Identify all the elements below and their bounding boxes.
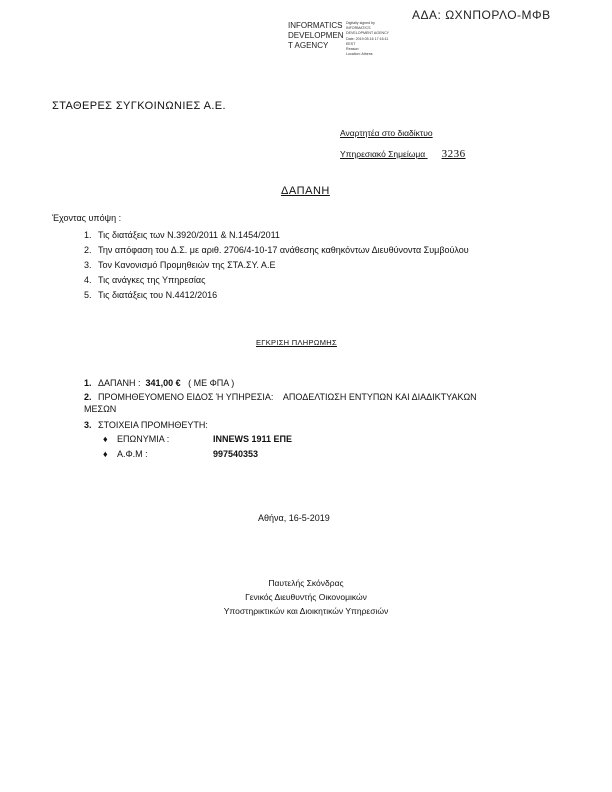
bullet-icon: ♦ (103, 434, 108, 444)
payment-item-service: 2. ΠΡΟΜΗΘΕΥΟΜΕΝΟ ΕΙΔΟΣ Ή ΥΠΗΡΕΣΙΑ: ΑΠΟΔΕΛΤΙΩΣΗ ΕΝΤΥΠΩΝ ΚΑΙ ΔΙΑΔΙΚΤΥΑΚΩΝ (84, 392, 477, 402)
list-item: 2. Την απόφαση του Δ.Σ. με αριθ. 2706/4-10-17 ανάθεσης καθηκόντων Διευθύνοντα Συμβούλου (84, 245, 469, 255)
document-date: Αθήνα, 16-5-2019 (258, 513, 330, 523)
service-value: ΑΠΟΔΕΛΤΙΩΣΗ ΕΝΤΥΠΩΝ ΚΑΙ ΔΙΑΔΙΚΤΥΑΚΩΝ (282, 392, 477, 402)
signature-block (0, 576, 612, 618)
list-item: 3. Τον Κανονισμό Προμηθειών της ΣΤΑ.ΣΥ. Α.Ε (84, 260, 276, 270)
service-label: ΠΡΟΜΗΘΕΥΟΜΕΝΟ ΕΙΔΟΣ Ή ΥΠΗΡΕΣΙΑ: (98, 392, 274, 402)
stamp-line: T AGENCY (288, 41, 329, 50)
expense-note: ( ΜΕ ΦΠΑ ) (188, 378, 235, 388)
signatory-name: Παυτελής Σκόνδρας (268, 578, 344, 588)
stamp-detail: Date: 2019.05.16 17:16:11 (346, 36, 389, 41)
list-item: 5. Τις διατάξεις του Ν.4412/2016 (84, 290, 218, 300)
payment-list (84, 376, 477, 404)
stamp-detail: Reason: (346, 47, 360, 52)
company-name: ΣΤΑΘΕΡΕΣ ΣΥΓΚΟΙΝΩΝΙΕΣ Α.Ε. (52, 100, 226, 112)
stamp-detail: Location: Athens (346, 52, 373, 57)
stamp-line: DEVELOPMEN (288, 31, 344, 40)
payment-item-supplier: 3. ΣΤΟΙΧΕΙΑ ΠΡΟΜΗΘΕΥΤΗ: (84, 420, 208, 430)
list-item-text: Την απόφαση του Δ.Σ. με αριθ. 2706/4-10-17 ανάθεσης καθηκόντων Διευθύνοντα Συμβούλου (98, 245, 469, 255)
list-item: 1. Τις διατάξεις των Ν.3920/2011 & Ν.1454/2011 (84, 230, 280, 240)
list-item-text: Τις διατάξεις του Ν.4412/2016 (98, 290, 218, 300)
supplier-vat-value: 997540353 (213, 449, 259, 459)
stamp-details (346, 21, 389, 57)
stamp-detail: Digitally signed by (346, 21, 375, 25)
signature-stamp (288, 21, 344, 51)
supplier-name-value: INNEWS 1911 ΕΠΕ (213, 434, 293, 444)
considerations-list (84, 228, 469, 303)
list-item-text: Τις διατάξεις των Ν.3920/2011 & Ν.1454/2011 (98, 230, 280, 240)
protocol-label: Υπηρεσιακό Σημείωμα (340, 149, 426, 159)
signatory-title: Γενικός Διευθυντής Οικονομικών (245, 592, 367, 602)
service-value-continuation: ΜΕΣΩΝ (84, 404, 117, 414)
expense-label: ΔΑΠΑΝΗ : (98, 378, 141, 388)
stamp-line: INFORMATICS (288, 21, 343, 30)
protocol-line (340, 148, 466, 160)
expense-amount: 341,00 € (145, 378, 181, 388)
payment-item-expense: 1. ΔΑΠΑΝΗ : 341,00 € ( ΜΕ ΦΠΑ ) (84, 378, 235, 388)
supplier-name-row (103, 432, 292, 447)
stamp-detail: DEVELOPMENT AGENCY (346, 31, 390, 36)
list-item-text: Τις ανάγκες της Υπηρεσίας (98, 275, 206, 285)
stamp-detail: EEST (346, 41, 356, 46)
bullet-icon: ♦ (103, 449, 108, 459)
supplier-heading: ΣΤΟΙΧΕΙΑ ΠΡΟΜΗΘΕΥΤΗ: (98, 420, 208, 430)
supplier-vat-row (103, 447, 292, 462)
online-publish-label: Αναρτητέα στο διαδίκτυο (340, 128, 433, 138)
list-item-text: Τον Κανονισμό Προμηθειών της ΣΤΑ.ΣΥ. Α.Ε (98, 260, 276, 270)
supplier-vat-label: Α.Φ.Μ : (117, 449, 148, 459)
considering-intro: Έχοντας υπόψη : (52, 213, 122, 223)
signatory-department: Υποστηρικτικών και Διοικητικών Υπηρεσιών (223, 606, 389, 616)
protocol-number: 3236 (441, 148, 466, 160)
document-heading: ΔΑΠΑΝΗ (281, 185, 330, 197)
list-item: 4. Τις ανάγκες της Υπηρεσίας (84, 275, 206, 285)
supplier-name-label: ΕΠΩΝΥΜΙΑ : (117, 434, 170, 444)
stamp-detail: INFORMATICS (346, 26, 371, 31)
supplier-details (103, 432, 292, 462)
approval-heading: ΕΓΚΡΙΣΗ ΠΛΗΡΩΜΗΣ (256, 338, 337, 347)
ada-code: ΑΔΑ: ΩΧΝΠΟΡΛΟ-ΜΦΒ (412, 8, 551, 22)
